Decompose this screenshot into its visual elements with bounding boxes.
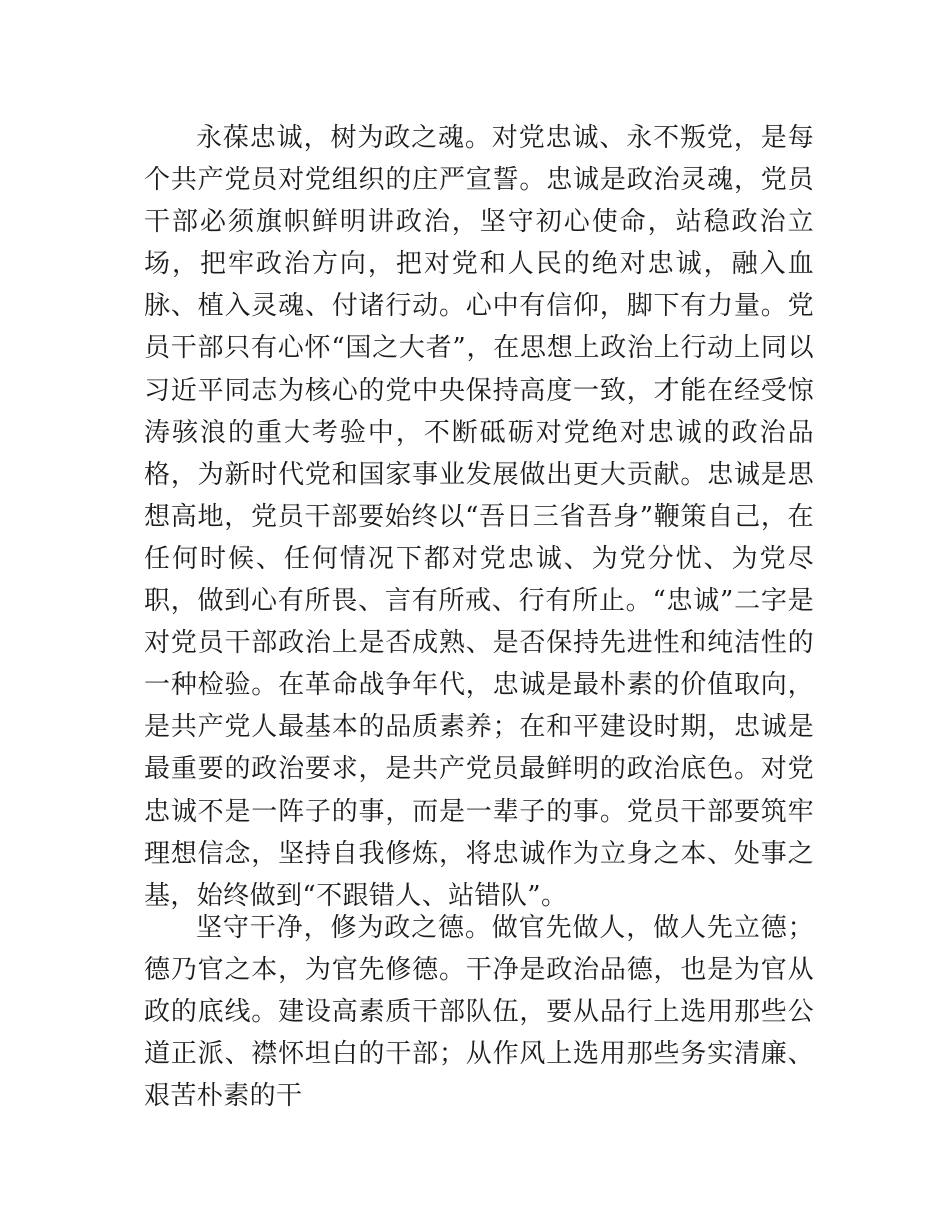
paragraph-integrity-block [144,907,814,1117]
paragraph-loyalty: 永葆忠诚，树为政之魂。对党忠诚、永不叛党，是每个共产党员对党组织的庄严宣誓。忠诚是政治灵魂，党员干部必须旗帜鲜明讲政治，坚守初心使命，站稳政治立场，把牢政治方向，把对党和人民的绝对忠诚，融入血脉、植入灵魂、付诸行动。心中有信仰，脚下有力量。党员干部只有心怀“国之大者”，在思想上政治上行动上同以习近平同志为核心的党中央保持高度一致，才能在经受惊涛骇浪的重大考验中，不断砥砺对党绝对忠诚的政治品格，为新时代党和国家事业发展做出更大贡献。忠诚是思想高地，党员干部要始终以“吾日三省吾身”鞭策自己，在任何时候、任何情况下都对党忠诚、为党分忧、为党尽职，做到心有所畏、言有所戒、行有所止。“忠诚”二字是对党员干部政治上是否成熟、是否保持先进性和纯洁性的一种检验。在革命战争年代，忠诚是最朴素的价值取向，是共产党人最基本的品质素养；在和平建设时期，忠诚是最重要的政治要求，是共产党员最鲜明的政治底色。对党忠诚不是一阵子的事，而是一辈子的事。党员干部要筑牢理想信念，坚持自我修炼，将忠诚作为立身之本、处事之基，始终做到“不跟错人、站错队”。 [144,123,814,911]
paragraph-loyalty-block [144,117,814,917]
paragraph-integrity: 坚守干净，修为政之德。做官先做人，做人先立德；德乃官之本，为官先修德。干净是政治品德，也是为官从政的底线。建设高素质干部队伍，要从品行上选用那些公道正派、襟怀坦白的干部；从作风上选用那些务实清廉、艰苦朴素的干 [144,913,814,1112]
